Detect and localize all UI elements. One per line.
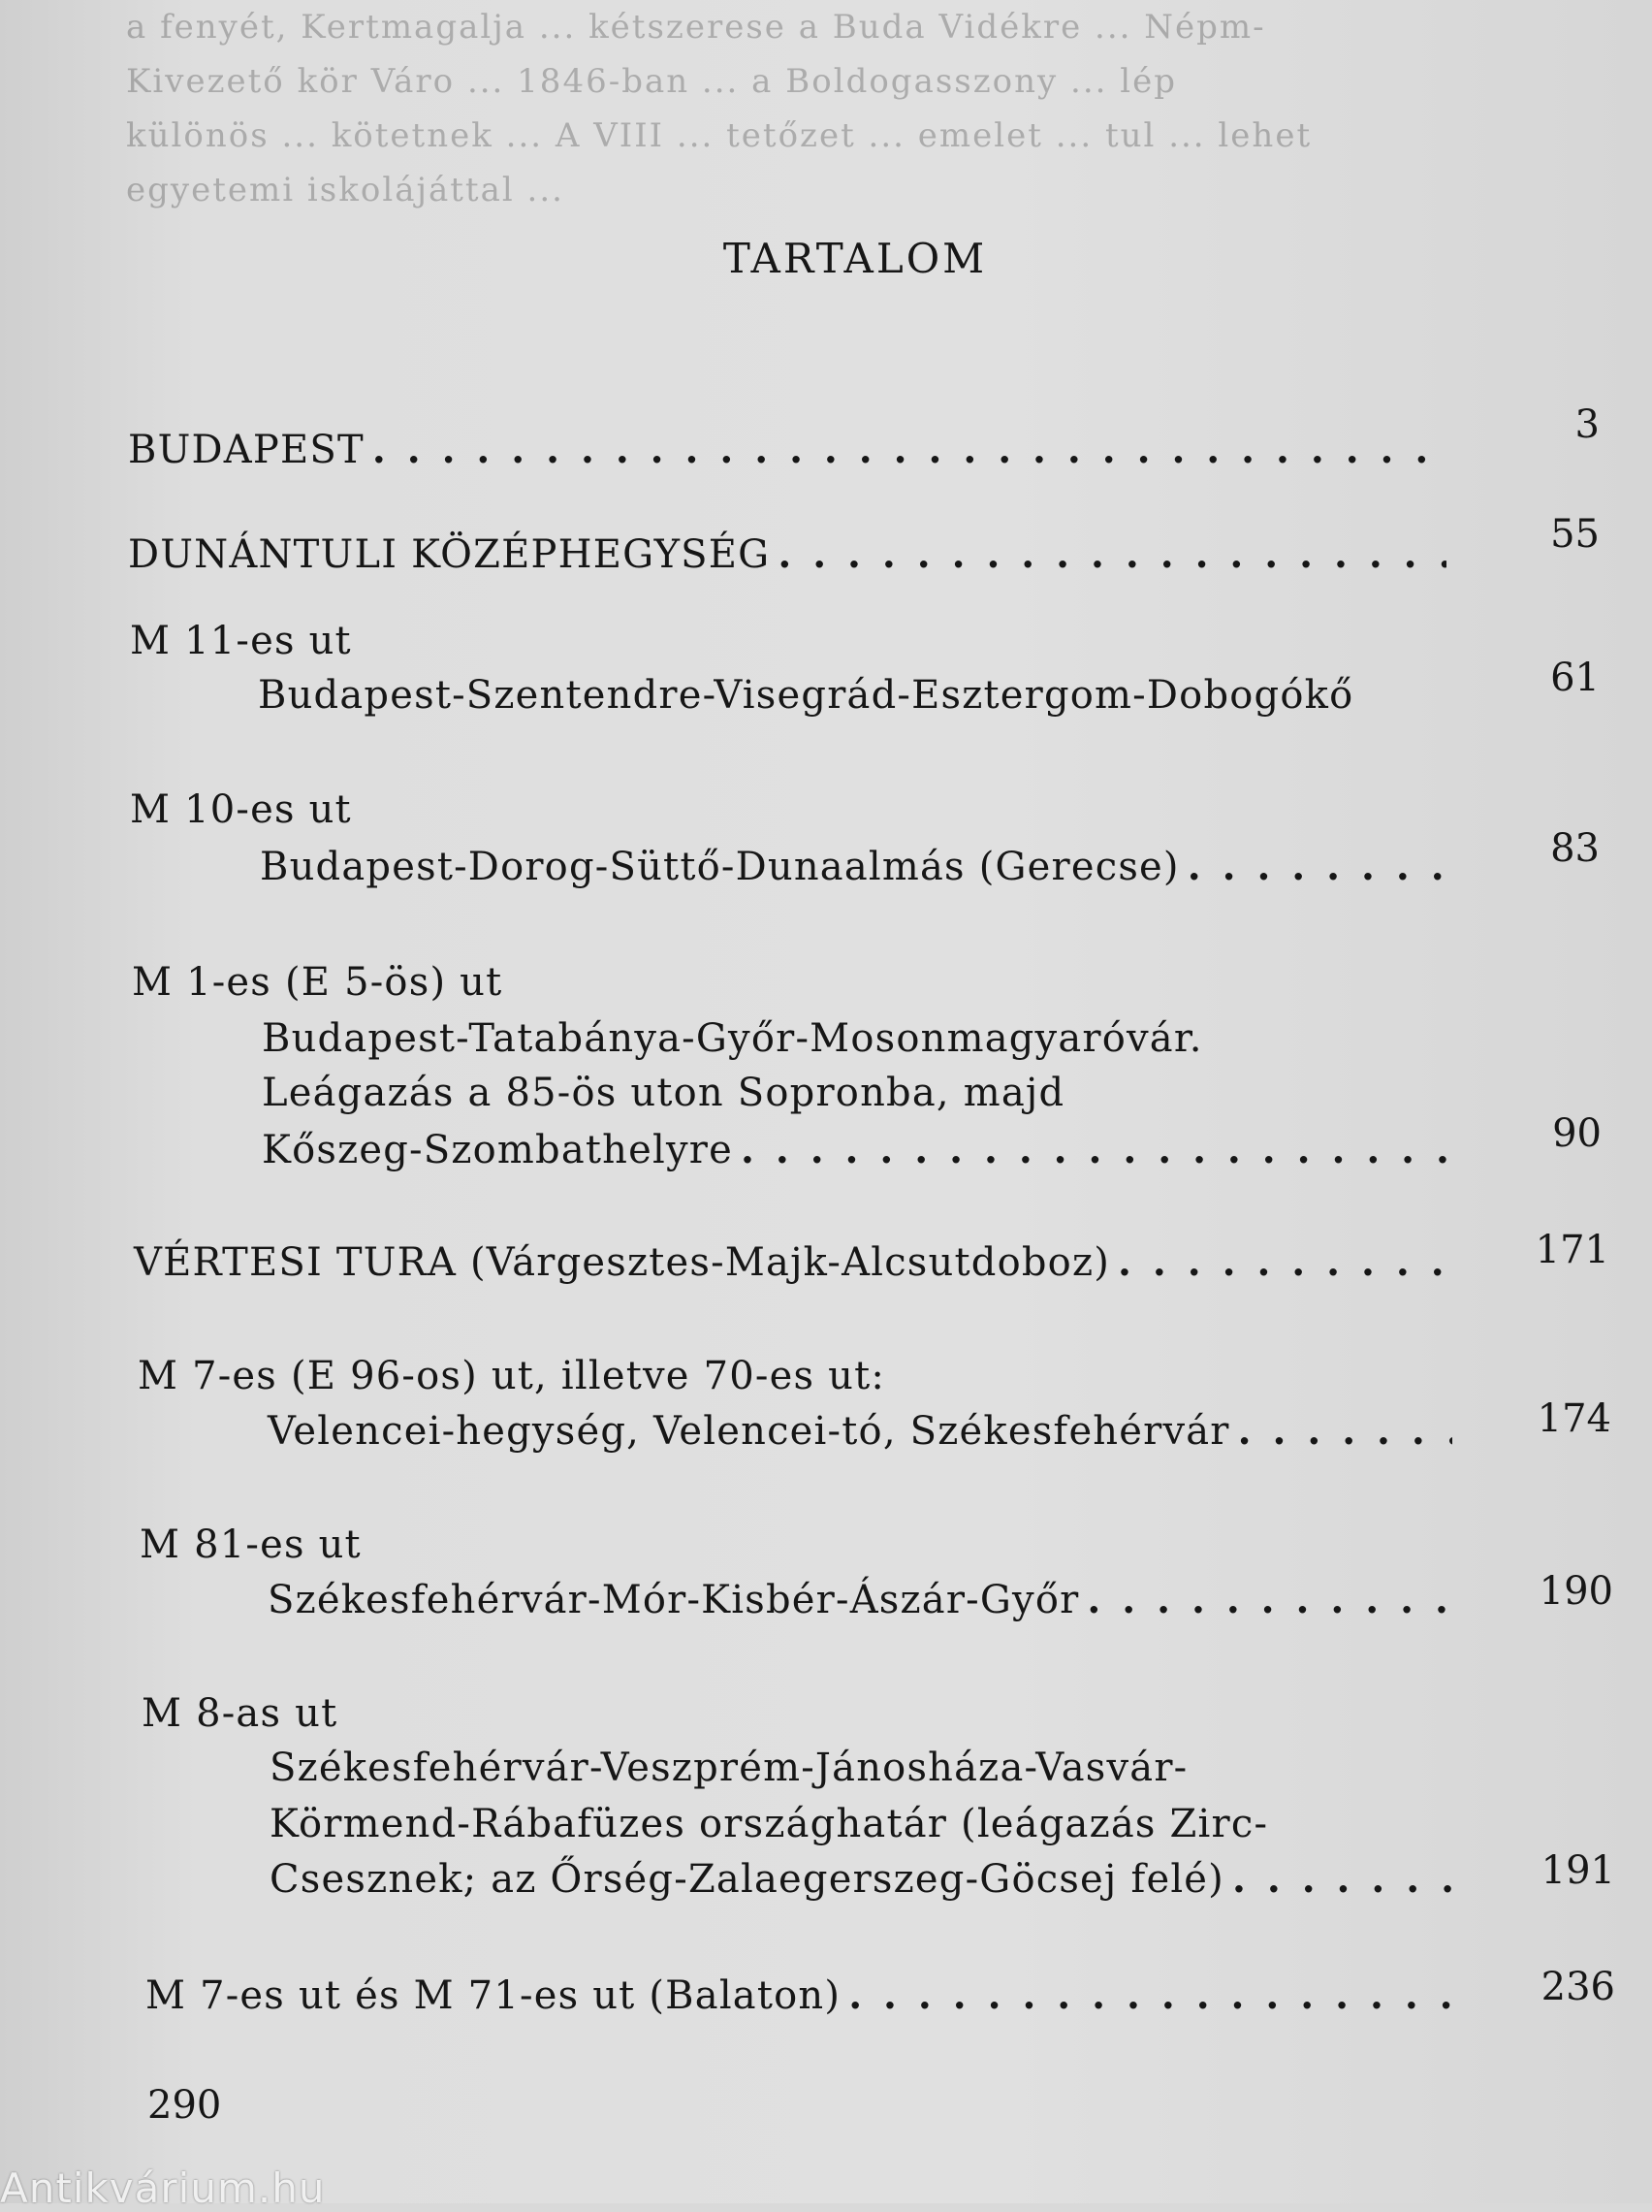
toc-entry-heading: M 8-as ut: [142, 1691, 338, 1736]
toc-page-number: 174: [1537, 1396, 1611, 1441]
toc-entry-m8: [270, 1856, 1454, 1902]
toc-entry-line: Budapest-Tatabánya-Győr-Mosonmagyaróvár.: [262, 1016, 1203, 1061]
toc-entry-balaton: [145, 1972, 1454, 2018]
toc-entry-title: Budapest-Dorog-Süttő-Dunaalmás (Gerecse): [260, 845, 1180, 889]
toc-entry-line: Körmend-Rábafüzes országhatár (leágazás Zirc-: [270, 1802, 1269, 1846]
toc-entry-title: Csesznek; az Őrség-Zalaegerszeg-Göcsej felé): [270, 1857, 1224, 1902]
toc-page-number: 61: [1550, 656, 1600, 700]
toc-page-number: 236: [1541, 1965, 1615, 2009]
toc-entry-m7: [268, 1408, 1452, 1454]
toc-page-number: 83: [1550, 826, 1600, 871]
page-title: TARTALOM: [722, 235, 988, 282]
toc-entry-line: Leágazás a 85-ös uton Sopronba, majd: [262, 1071, 1065, 1115]
leader-dots: [1232, 1856, 1454, 1902]
toc-entry-title: Velencei-hegység, Velencei-tó, Székesfehérvár: [268, 1409, 1230, 1454]
toc-entry-title: VÉRTESI TURA (Várgesztes-Majk-Alcsutdoboz): [134, 1240, 1111, 1285]
folio-page-number: 290: [147, 2083, 222, 2128]
toc-entry-dunantuli: [128, 531, 1446, 577]
toc-entry-vertesi: [134, 1239, 1450, 1285]
toc-entry-m11: [258, 673, 1446, 718]
toc-entry-m10: [260, 844, 1446, 889]
leader-dots: [372, 427, 1446, 472]
bleed-through-line: egyetemi iskolájáttal ...: [126, 171, 564, 209]
leader-dots: [848, 1972, 1454, 2018]
watermark-logo: Antikvárium.hu: [0, 2164, 326, 2212]
toc-entry-heading: M 7-es (E 96-os) ut, illetve 70-es ut:: [138, 1354, 886, 1398]
bleed-through-line: különös ... kötetnek ... A VIII ... tetőzet ... emelet ... tul ... lehet: [126, 116, 1313, 155]
toc-entry-title: M 7-es ut és M 71-es ut (Balaton): [145, 1973, 842, 2018]
bleed-through-line: a fenyét, Kertmagalja ... kétszerese a Buda Vidékre ... Népm-: [126, 8, 1266, 47]
toc-page-number: 171: [1535, 1228, 1609, 1272]
toc-entry-m81: [268, 1577, 1452, 1622]
toc-entry-budapest: [128, 427, 1446, 472]
toc-page-number: 90: [1552, 1111, 1602, 1156]
leader-dots: [1238, 1408, 1452, 1454]
toc-entry-heading: M 11-es ut: [130, 619, 352, 663]
toc-page-number: 191: [1541, 1848, 1615, 1893]
leader-dots: [1118, 1239, 1450, 1285]
toc-entry-line: Székesfehérvár-Veszprém-Jánosháza-Vasvár-: [270, 1746, 1189, 1790]
leader-dots: [1188, 844, 1446, 889]
toc-entry-heading: M 10-es ut: [130, 787, 352, 832]
leader-dots: [1087, 1577, 1452, 1622]
toc-entry-title: Székesfehérvár-Mór-Kisbér-Ászár-Győr: [268, 1578, 1080, 1622]
toc-entry-heading: M 1-es (E 5-ös) ut: [132, 960, 503, 1005]
toc-entry-title: Kőszeg-Szombathelyre: [262, 1128, 733, 1172]
toc-entry-heading: M 81-es ut: [140, 1523, 362, 1567]
toc-page-number: 55: [1550, 512, 1600, 557]
bleed-through-line: Kivezető kör Váro ... 1846-ban ... a Boldogasszony ... lép: [126, 62, 1178, 101]
toc-entry-m1: [262, 1127, 1448, 1172]
toc-entry-title: BUDAPEST: [128, 428, 365, 472]
toc-entry-title: DUNÁNTULI KÖZÉPHEGYSÉG: [128, 532, 771, 577]
toc-page-number: 190: [1539, 1569, 1613, 1614]
leader-dots: [741, 1127, 1448, 1172]
toc-page-number: 3: [1574, 402, 1600, 447]
toc-entry-title: Budapest-Szentendre-Visegrád-Esztergom-Dobogókő: [258, 673, 1354, 718]
leader-dots: [778, 531, 1446, 577]
